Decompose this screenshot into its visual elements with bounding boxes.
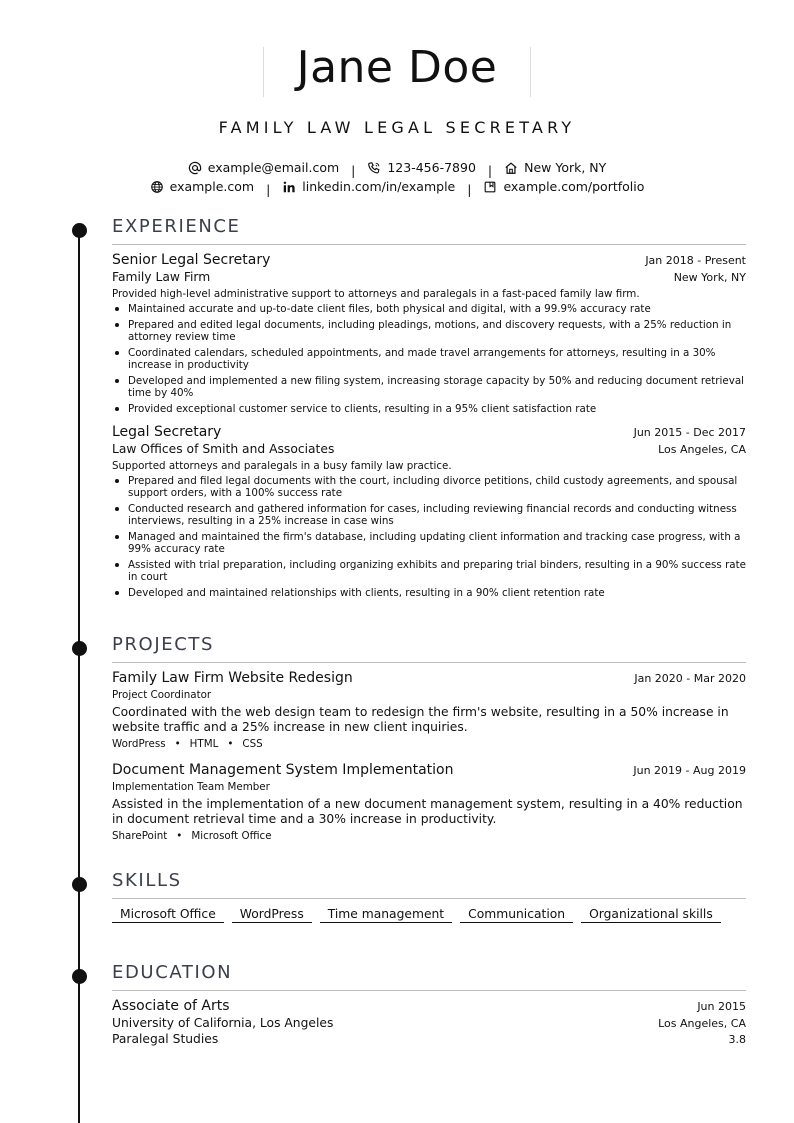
education-gpa: 3.8: [728, 1033, 746, 1046]
project-role: Implementation Team Member: [112, 781, 270, 793]
candidate-name: Jane Doe: [296, 42, 498, 93]
contact-linkedin-text: linkedin.com/in/example: [302, 179, 456, 194]
contact-phone[interactable]: [367, 160, 476, 175]
section-title-skills: SKILLS: [112, 870, 182, 891]
education-date: Jun 2015: [697, 1000, 746, 1013]
timeline-dot-experience: [72, 223, 87, 238]
skills-section: [112, 870, 746, 923]
timeline-dot-projects: [72, 641, 87, 656]
job-entry: [112, 252, 746, 415]
section-divider: [112, 898, 746, 899]
job-bullet: Assisted with trial preparation, including organizing exhibits and preparing trial binders, resulting in a 90% success rate in court: [112, 559, 746, 583]
contact-portfolio-text: example.com/portfolio: [503, 179, 645, 194]
job-bullet: Prepared and edited legal documents, including pleadings, motions, and discovery requests, with a 25% reduction in attorney review time: [112, 319, 746, 343]
education-school: University of California, Los Angeles: [112, 1016, 334, 1030]
contact-location-text: New York, NY: [524, 160, 607, 175]
job-company: Family Law Firm: [112, 270, 211, 284]
tech-item: WordPress: [112, 738, 166, 750]
project-tech-list: [112, 830, 746, 842]
job-bullet: Maintained accurate and up-to-date client files, both physical and digital, with a 99.9% accuracy rate: [112, 303, 746, 315]
contact-portfolio[interactable]: [483, 179, 644, 194]
job-bullet: Prepared and filed legal documents with the court, including divorce petitions, child custody agreements, and spousal support orders, with a 100% success rate: [112, 475, 746, 499]
contact-separator: |: [487, 162, 493, 178]
job-summary: Supported attorneys and paralegals in a busy family law practice.: [112, 460, 452, 472]
tech-separator: •: [227, 738, 234, 750]
skill-tag: WordPress: [232, 906, 312, 923]
timeline-line: [78, 225, 80, 1123]
job-bullet: Coordinated calendars, scheduled appointments, and made travel arrangements for attorneys, resulting in a 30% increase in productivity: [112, 347, 746, 371]
project-entry: [112, 670, 746, 750]
tech-item: Microsoft Office: [191, 830, 272, 842]
section-divider: [112, 662, 746, 663]
job-role-title: FAMILY LAW LEGAL SECRETARY: [218, 118, 576, 137]
skill-tag: Microsoft Office: [112, 906, 224, 923]
contact-email-text: example@email.com: [207, 160, 340, 175]
project-dates: Jun 2019 - Aug 2019: [633, 764, 746, 777]
job-bullet: Conducted research and gathered information for cases, including reviewing financial records and conducting witness interviews, resulting in a 25% increase in case wins: [112, 503, 746, 527]
education-degree: Associate of Arts: [112, 998, 230, 1014]
timeline-dot-skills: [72, 877, 87, 892]
section-title-experience: EXPERIENCE: [112, 216, 241, 237]
phone-icon: [367, 161, 381, 175]
job-company: Law Offices of Smith and Associates: [112, 442, 335, 456]
education-section: [112, 962, 746, 1046]
project-dates: Jan 2020 - Mar 2020: [634, 672, 746, 685]
portfolio-icon: [483, 180, 497, 194]
job-entry: [112, 424, 746, 599]
job-bullets: [112, 303, 746, 415]
contact-line-1: [0, 160, 794, 178]
contact-location: [504, 160, 606, 175]
job-bullet: Provided exceptional customer service to clients, resulting in a 95% client satisfaction rate: [112, 403, 746, 415]
job-title: Senior Legal Secretary: [112, 252, 271, 268]
job-location: Los Angeles, CA: [658, 443, 746, 456]
project-role: Project Coordinator: [112, 689, 212, 701]
contact-separator: |: [266, 181, 271, 197]
tech-item: SharePoint: [112, 830, 168, 842]
at-icon: [188, 161, 202, 175]
contact-phone-text: 123-456-7890: [387, 160, 476, 175]
linkedin-icon: [282, 180, 296, 194]
project-tech-list: [112, 738, 746, 750]
skill-tag: Time management: [320, 906, 452, 923]
education-field: Paralegal Studies: [112, 1032, 219, 1046]
job-bullets: [112, 475, 746, 599]
projects-section: [112, 634, 746, 842]
project-description: Assisted in the implementation of a new document management system, resulting in a 40% reduction in document retrieval time and a 30% increase in productivity.: [112, 797, 743, 826]
contact-separator: |: [351, 162, 356, 178]
job-location: New York, NY: [673, 271, 746, 284]
contact-line-2: [0, 179, 794, 197]
tech-separator: •: [174, 738, 181, 750]
contact-separator: |: [467, 181, 472, 197]
contact-email[interactable]: [188, 160, 339, 175]
job-bullet: Developed and maintained relationships with clients, resulting in a 90% client retention rate: [112, 587, 746, 599]
contact-website[interactable]: [150, 179, 254, 194]
globe-icon: [150, 180, 164, 194]
project-description: Coordinated with the web design team to redesign the firm's website, resulting in a 50% increase in website traffic and a 25% increase in new client inquiries.: [112, 705, 729, 734]
job-summary: Provided high-level administrative support to attorneys and paralegals in a fast-paced family law firm.: [112, 288, 640, 300]
section-divider: [112, 990, 746, 991]
tech-separator: •: [176, 830, 183, 842]
section-title-projects: PROJECTS: [112, 634, 215, 655]
job-title: Legal Secretary: [112, 424, 222, 440]
contact-website-text: example.com: [169, 179, 255, 194]
education-location: Los Angeles, CA: [658, 1017, 746, 1030]
home-icon: [504, 161, 518, 175]
tech-item: HTML: [189, 738, 219, 750]
project-title: Family Law Firm Website Redesign: [112, 670, 353, 686]
section-divider: [112, 244, 746, 245]
job-bullet: Managed and maintained the firm's database, including updating client information and tracking case progress, with a 99% accuracy rate: [112, 531, 746, 555]
section-title-education: EDUCATION: [112, 962, 233, 983]
project-title: Document Management System Implementation: [112, 762, 454, 778]
timeline-dot-education: [72, 969, 87, 984]
job-bullet: Developed and implemented a new filing system, increasing storage capacity by 50% and reducing document retrieval time by 40%: [112, 375, 746, 399]
job-dates: Jun 2015 - Dec 2017: [633, 426, 746, 439]
skills-list: [112, 906, 746, 923]
tech-item: CSS: [242, 738, 263, 750]
experience-section: [112, 216, 746, 603]
contact-linkedin[interactable]: [282, 179, 455, 194]
project-entry: [112, 762, 746, 842]
job-dates: Jan 2018 - Present: [645, 254, 746, 267]
skill-tag: Organizational skills: [581, 906, 721, 923]
skill-tag: Communication: [460, 906, 573, 923]
